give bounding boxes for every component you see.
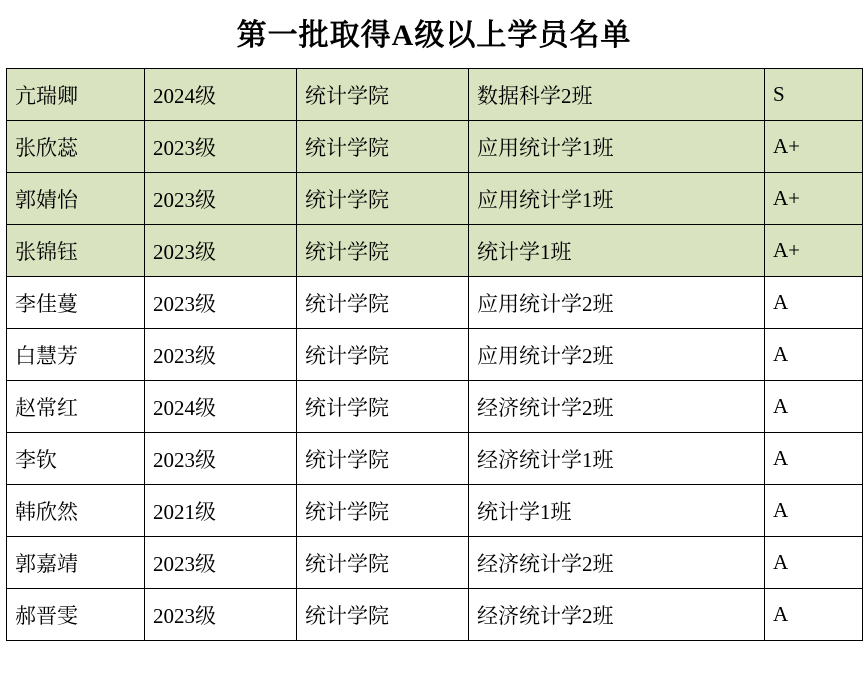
cell-class: 经济统计学2班 (469, 537, 765, 589)
cell-enrollment-year: 2021级 (145, 485, 297, 537)
table-row (7, 433, 863, 485)
cell-student-name: 赵常红 (7, 381, 145, 433)
table-row (7, 121, 863, 173)
cell-class: 经济统计学1班 (469, 433, 765, 485)
cell-school: 统计学院 (297, 381, 469, 433)
cell-grade: A (765, 537, 863, 589)
cell-grade: A+ (765, 225, 863, 277)
cell-enrollment-year: 2023级 (145, 433, 297, 485)
cell-grade: A (765, 329, 863, 381)
roster-table-body (7, 69, 863, 641)
cell-class: 应用统计学2班 (469, 329, 765, 381)
cell-class: 经济统计学2班 (469, 381, 765, 433)
cell-class: 统计学1班 (469, 485, 765, 537)
cell-enrollment-year: 2023级 (145, 277, 297, 329)
cell-school: 统计学院 (297, 485, 469, 537)
cell-grade: A (765, 433, 863, 485)
cell-student-name: 郭婧怡 (7, 173, 145, 225)
cell-class: 经济统计学2班 (469, 589, 765, 641)
table-row (7, 225, 863, 277)
cell-enrollment-year: 2023级 (145, 537, 297, 589)
cell-class: 数据科学2班 (469, 69, 765, 121)
cell-student-name: 亢瑞卿 (7, 69, 145, 121)
cell-school: 统计学院 (297, 329, 469, 381)
cell-school: 统计学院 (297, 277, 469, 329)
cell-school: 统计学院 (297, 537, 469, 589)
table-row (7, 277, 863, 329)
cell-enrollment-year: 2023级 (145, 173, 297, 225)
cell-grade: A (765, 381, 863, 433)
cell-grade: A (765, 589, 863, 641)
cell-enrollment-year: 2023级 (145, 225, 297, 277)
cell-school: 统计学院 (297, 433, 469, 485)
cell-enrollment-year: 2023级 (145, 121, 297, 173)
cell-grade: S (765, 69, 863, 121)
cell-class: 应用统计学1班 (469, 121, 765, 173)
cell-class: 统计学1班 (469, 225, 765, 277)
cell-school: 统计学院 (297, 69, 469, 121)
cell-grade: A (765, 485, 863, 537)
table-row (7, 589, 863, 641)
table-row (7, 329, 863, 381)
cell-student-name: 张欣蕊 (7, 121, 145, 173)
cell-grade: A+ (765, 173, 863, 225)
table-row (7, 69, 863, 121)
cell-school: 统计学院 (297, 121, 469, 173)
cell-enrollment-year: 2024级 (145, 381, 297, 433)
cell-enrollment-year: 2024级 (145, 69, 297, 121)
roster-table (6, 68, 863, 641)
table-row (7, 381, 863, 433)
table-row (7, 537, 863, 589)
cell-enrollment-year: 2023级 (145, 329, 297, 381)
cell-class: 应用统计学2班 (469, 277, 765, 329)
cell-student-name: 白慧芳 (7, 329, 145, 381)
cell-student-name: 张锦钰 (7, 225, 145, 277)
cell-student-name: 李钦 (7, 433, 145, 485)
cell-grade: A (765, 277, 863, 329)
cell-student-name: 韩欣然 (7, 485, 145, 537)
cell-enrollment-year: 2023级 (145, 589, 297, 641)
table-row (7, 485, 863, 537)
cell-class: 应用统计学1班 (469, 173, 765, 225)
cell-school: 统计学院 (297, 225, 469, 277)
page-title: 第一批取得A级以上学员名单 (236, 19, 632, 52)
table-row (7, 173, 863, 225)
cell-student-name: 李佳蔓 (7, 277, 145, 329)
cell-grade: A+ (765, 121, 863, 173)
cell-school: 统计学院 (297, 589, 469, 641)
cell-student-name: 郝晋雯 (7, 589, 145, 641)
cell-student-name: 郭嘉靖 (7, 537, 145, 589)
cell-school: 统计学院 (297, 173, 469, 225)
